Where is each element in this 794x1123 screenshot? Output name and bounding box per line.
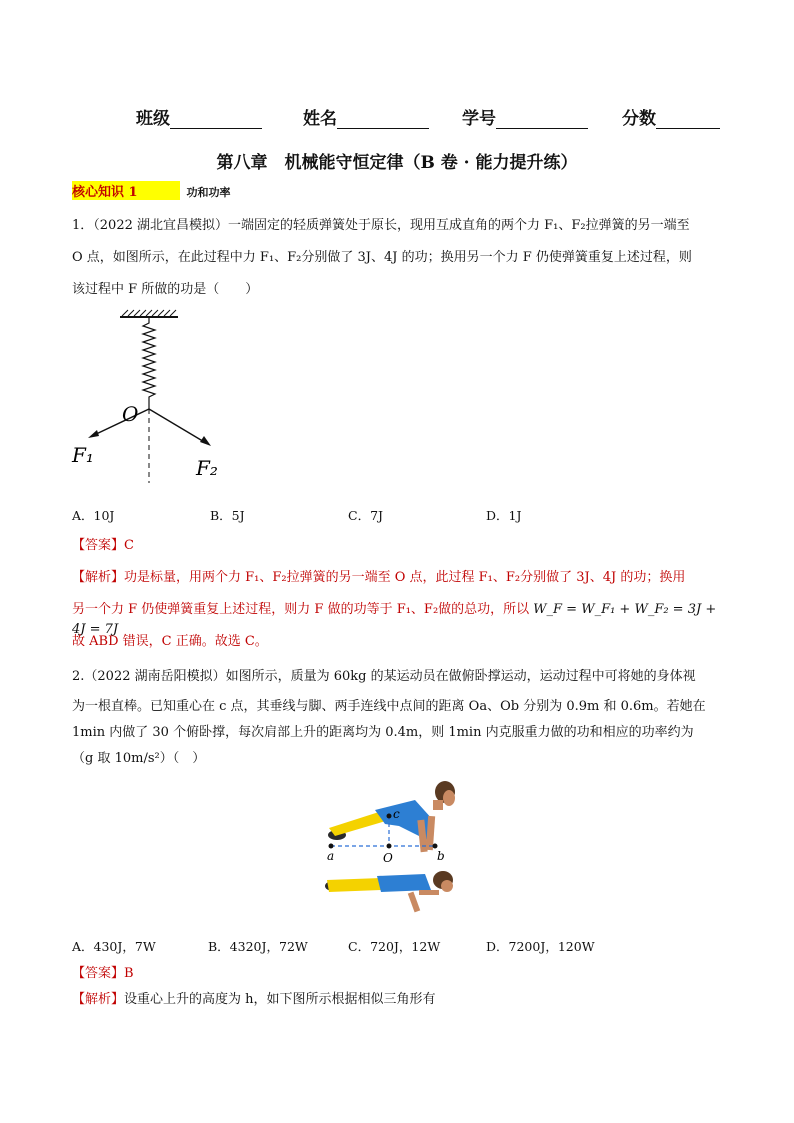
q2-stem-line-2: 为一根直棒。已知重心在 c 点，其垂线与脚、两手连线中点间的距离 Oa、Ob 分别为 0.9m 和 0.6m。若她在 bbox=[72, 699, 706, 714]
q1-option-c[interactable]: C．7J bbox=[348, 508, 384, 523]
q2-option-d[interactable]: D．7200J，120W bbox=[486, 939, 595, 954]
q1-stem-line-1: 1．（2022 湖北宜昌模拟）一端固定的轻质弹簧处于原长，现用互成直角的两个力 F₁、F₂拉弹簧的另一端至 bbox=[72, 218, 690, 233]
label-c: c bbox=[393, 807, 400, 821]
q1-analysis-line-2: 另一个力 F 仍使弹簧重复上述过程，则力 F 做的功等于 F₁、F₂做的总功，所以 W_F = W_F₁ + W_F₂ = 3J + 4J = 7J bbox=[72, 602, 717, 637]
q1-analysis-label: 【解析】 bbox=[72, 570, 125, 585]
force2-label: F₂ bbox=[196, 456, 218, 480]
label-b: b bbox=[437, 849, 445, 863]
score-field: 分数 bbox=[622, 104, 720, 129]
q1-option-b[interactable]: B．5J bbox=[210, 508, 245, 523]
q2-option-c[interactable]: C．720J，12W bbox=[348, 939, 441, 954]
athlete-up-illustration bbox=[328, 781, 455, 852]
force2-arrow bbox=[149, 409, 206, 443]
q1-stem-line-3: 该过程中 F 所做的功是（ ） bbox=[72, 282, 259, 297]
q2-answer bbox=[72, 964, 724, 984]
q1-answer-label: 【答案】 bbox=[72, 538, 125, 553]
q1-answer-value: C bbox=[124, 538, 134, 553]
spring bbox=[143, 318, 155, 409]
ceiling-hatch bbox=[122, 310, 176, 316]
q2-stem-line-4: （g 取 10m/s²）（ ） bbox=[72, 751, 206, 766]
q1-analysis-line-3: 故 ABD 错误，C 正确。故选 C。 bbox=[72, 634, 268, 649]
q2-option-a[interactable]: A．430J，7W bbox=[72, 939, 156, 954]
q1-stem-line-2: O 点，如图所示，在此过程中力 F₁、F₂分别做了 3J、4J 的功；换用另一个力 F 仍使弹簧重复上述过程，则 bbox=[72, 250, 692, 265]
q1-option-a[interactable]: A．10J bbox=[72, 508, 115, 523]
label-o: O bbox=[383, 851, 393, 865]
spring-figure bbox=[60, 305, 230, 490]
section-tag bbox=[72, 181, 231, 200]
class-field: 班级 bbox=[136, 104, 262, 129]
force1-arrowhead bbox=[88, 430, 99, 438]
q1-answer bbox=[72, 536, 724, 556]
point-a bbox=[329, 844, 334, 849]
q2-option-b[interactable]: B．4320J，72W bbox=[208, 939, 308, 954]
q2-analysis-label: 【解析】 bbox=[72, 992, 125, 1007]
q2-options bbox=[72, 937, 724, 955]
q2-stem-line-3: 1min 内做了 30 个俯卧撑，每次肩部上升的距离均为 0.4m，则 1min 内克服重力做的功和相应的功率约为 bbox=[72, 725, 694, 740]
force2-arrowhead bbox=[200, 436, 211, 446]
force1-label: F₁ bbox=[72, 443, 94, 467]
force1-arrow bbox=[92, 409, 149, 436]
q1-options bbox=[72, 506, 724, 524]
point-b bbox=[433, 844, 438, 849]
pushup-figure bbox=[315, 770, 465, 930]
q2-answer-label: 【答案】 bbox=[72, 966, 125, 981]
exam-header bbox=[0, 104, 794, 130]
q1-analysis-line-1: 【解析】功是标量，用两个力 F₁、F₂拉弹簧的另一端至 O 点，此过程 F₁、F₂分别做了 3J、4J 的功；换用 bbox=[72, 570, 686, 585]
q2-analysis-line-1: 【解析】设重心上升的高度为 h，如下图所示根据相似三角形有 bbox=[72, 992, 436, 1007]
athlete-down-illustration bbox=[325, 871, 453, 912]
q2-answer-value: B bbox=[124, 966, 134, 981]
section-subtitle: 功和功率 bbox=[186, 186, 231, 199]
point-c bbox=[387, 814, 392, 819]
page-title: 第八章 机械能守恒定律（B 卷 · 能力提升练） bbox=[216, 153, 578, 173]
name-field: 姓名 bbox=[303, 104, 429, 129]
q2-stem-line-1: 2.（2022 湖南岳阳模拟）如图所示，质量为 60kg 的某运动员在做俯卧撑运动，运动过程中可将她的身体视 bbox=[72, 669, 696, 684]
q1-option-d[interactable]: D．1J bbox=[486, 508, 522, 523]
student-id-field: 学号 bbox=[462, 104, 588, 129]
point-o bbox=[387, 844, 392, 849]
label-a: a bbox=[327, 849, 335, 863]
point-o-label: O bbox=[122, 402, 139, 426]
q1-formula: W_F = W_F₁ + W_F₂ = 3J + 4J = 7J bbox=[72, 602, 717, 637]
section-tag-label: 核心知识 1 bbox=[72, 181, 180, 200]
